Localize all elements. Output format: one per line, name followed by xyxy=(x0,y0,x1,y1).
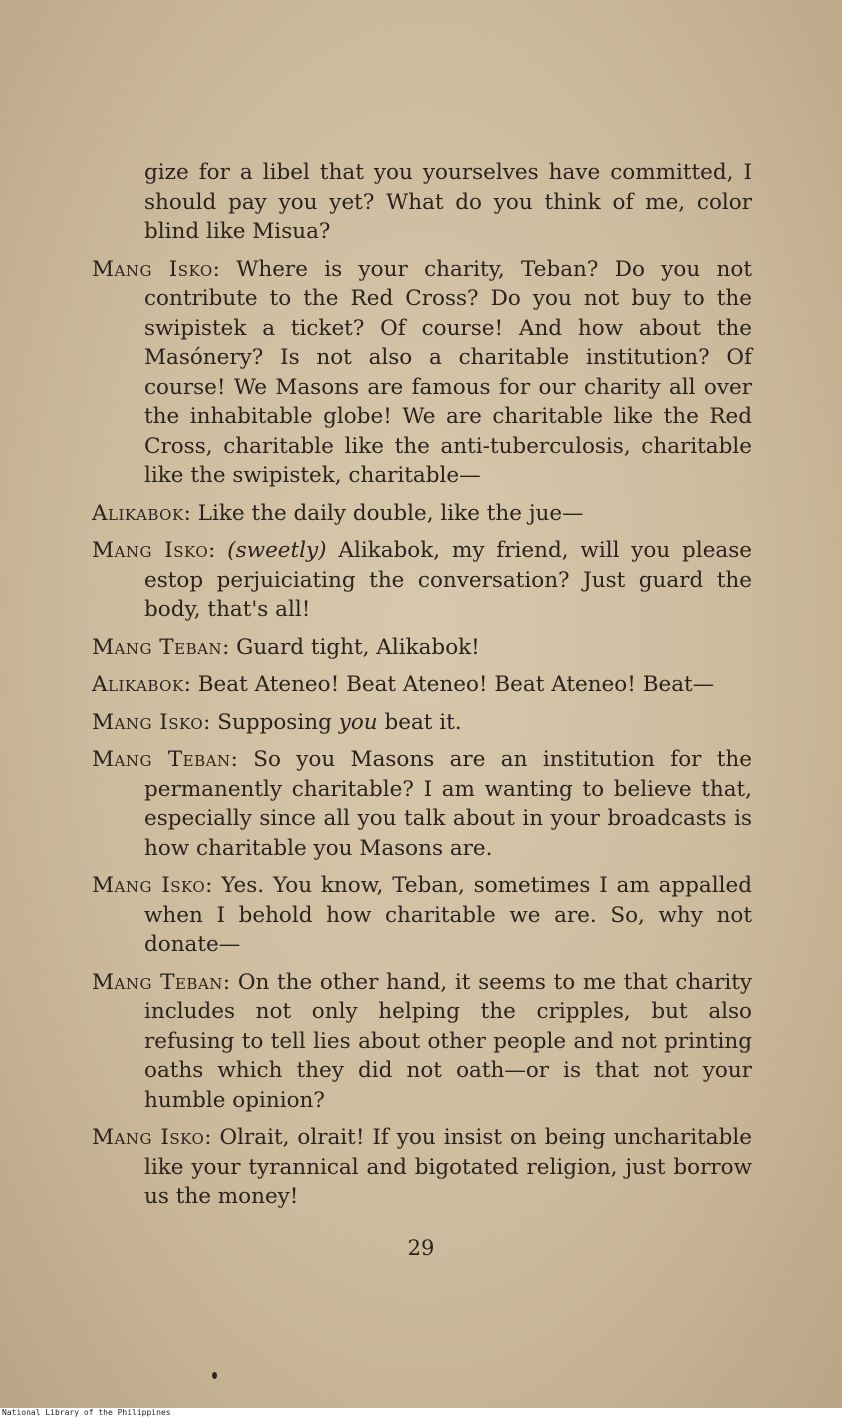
dialogue-entry xyxy=(92,968,752,1116)
dialogue-entry xyxy=(92,536,752,625)
dialogue-entry xyxy=(92,633,752,663)
speaker-name: Mang Isko xyxy=(92,256,213,282)
speaker-name: Mang Isko xyxy=(92,1125,205,1150)
dialogue-entry xyxy=(92,708,752,738)
speaker-colon: : xyxy=(183,672,191,697)
dialogue-line: Beat Ateneo! Beat Ateneo! Beat Ateneo! Beat— xyxy=(197,672,715,697)
speaker-name: Mang Teban xyxy=(92,969,223,995)
dialogue-line: On the other hand, it seems to me that charity includes not only helping the cripples, but also refusing to tell lies about other people and not printing oaths which they did not oath—or is that not your humble opinion? xyxy=(144,969,753,1113)
dialogue-entry xyxy=(92,1123,752,1212)
speaker-colon: : xyxy=(212,256,220,282)
dialogue-line: Yes. You know, Teban, sometimes I am appalled when I behold how charitable we are. So, why not donate— xyxy=(144,873,752,957)
emphasized-word: you xyxy=(338,709,378,735)
ink-speck xyxy=(212,1372,217,1379)
dialogue-entry xyxy=(92,745,752,863)
dialogue-line-start: Supposing xyxy=(217,709,332,735)
speaker-colon: : xyxy=(222,969,231,995)
speaker-colon: : xyxy=(222,634,230,660)
dialogue-entry xyxy=(92,499,752,529)
speaker-name: Mang Teban xyxy=(92,747,231,772)
dialogue-line-end: beat it. xyxy=(384,709,462,735)
stage-direction: (sweetly) xyxy=(227,538,327,563)
dialogue-line: gize for a libel that you yourselves have committed, I should pay you yet? What do you think of me, color blind like Misua? xyxy=(144,160,752,244)
footer-strip xyxy=(0,1408,842,1418)
speaker-colon: : xyxy=(204,1125,212,1150)
speaker-name: Alikabok xyxy=(92,672,184,697)
library-credit: National Library of the Philippines xyxy=(2,1408,171,1417)
continued-paragraph xyxy=(92,158,752,247)
speaker-colon: : xyxy=(203,709,211,735)
page-number: 29 xyxy=(407,1236,435,1260)
speaker-colon: : xyxy=(230,747,238,772)
speaker-colon: : xyxy=(205,873,213,898)
dialogue-text xyxy=(92,158,752,1220)
dialogue-line: Like the daily double, like the jue— xyxy=(197,500,584,526)
speaker-colon: : xyxy=(208,538,216,563)
dialogue-line: Olrait, olrait! If you insist on being uncharitable like your tyrannical and bigotated religion, just borrow us the money! xyxy=(144,1125,752,1209)
dialogue-line: Guard tight, Alikabok! xyxy=(236,634,480,660)
dialogue-entry xyxy=(92,670,752,700)
dialogue-entry xyxy=(92,255,752,491)
speaker-name: Mang Teban xyxy=(92,634,223,660)
speaker-name: Mang Isko xyxy=(92,538,209,563)
dialogue-line: So you Masons are an institution for the permanently charitable? I am wanting to believe that, especially since all you talk about in your broadcasts is how charitable you Masons are. xyxy=(144,747,752,861)
dialogue-line: Where is your charity, Teban? Do you not contribute to the Red Cross? Do you not buy to the swipistek a ticket? Of course! And how about the Masónery? Is not also a charitable institution? Of course! We Masons are famous for our charity all over the inhabitable globe! We are charitable like the Red Cross, charitable like the anti-tuberculosis, charitable like the swipistek, charitable— xyxy=(144,256,752,488)
dialogue-line: Alikabok, my friend, will you please estop perjuiciating the conversation? Just guard the body, that's all! xyxy=(144,538,752,622)
speaker-name: Alikabok xyxy=(92,500,184,526)
dialogue-entry xyxy=(92,871,752,960)
speaker-colon: : xyxy=(183,500,191,526)
speaker-name: Mang Isko xyxy=(92,873,206,898)
speaker-name: Mang Isko xyxy=(92,709,204,735)
